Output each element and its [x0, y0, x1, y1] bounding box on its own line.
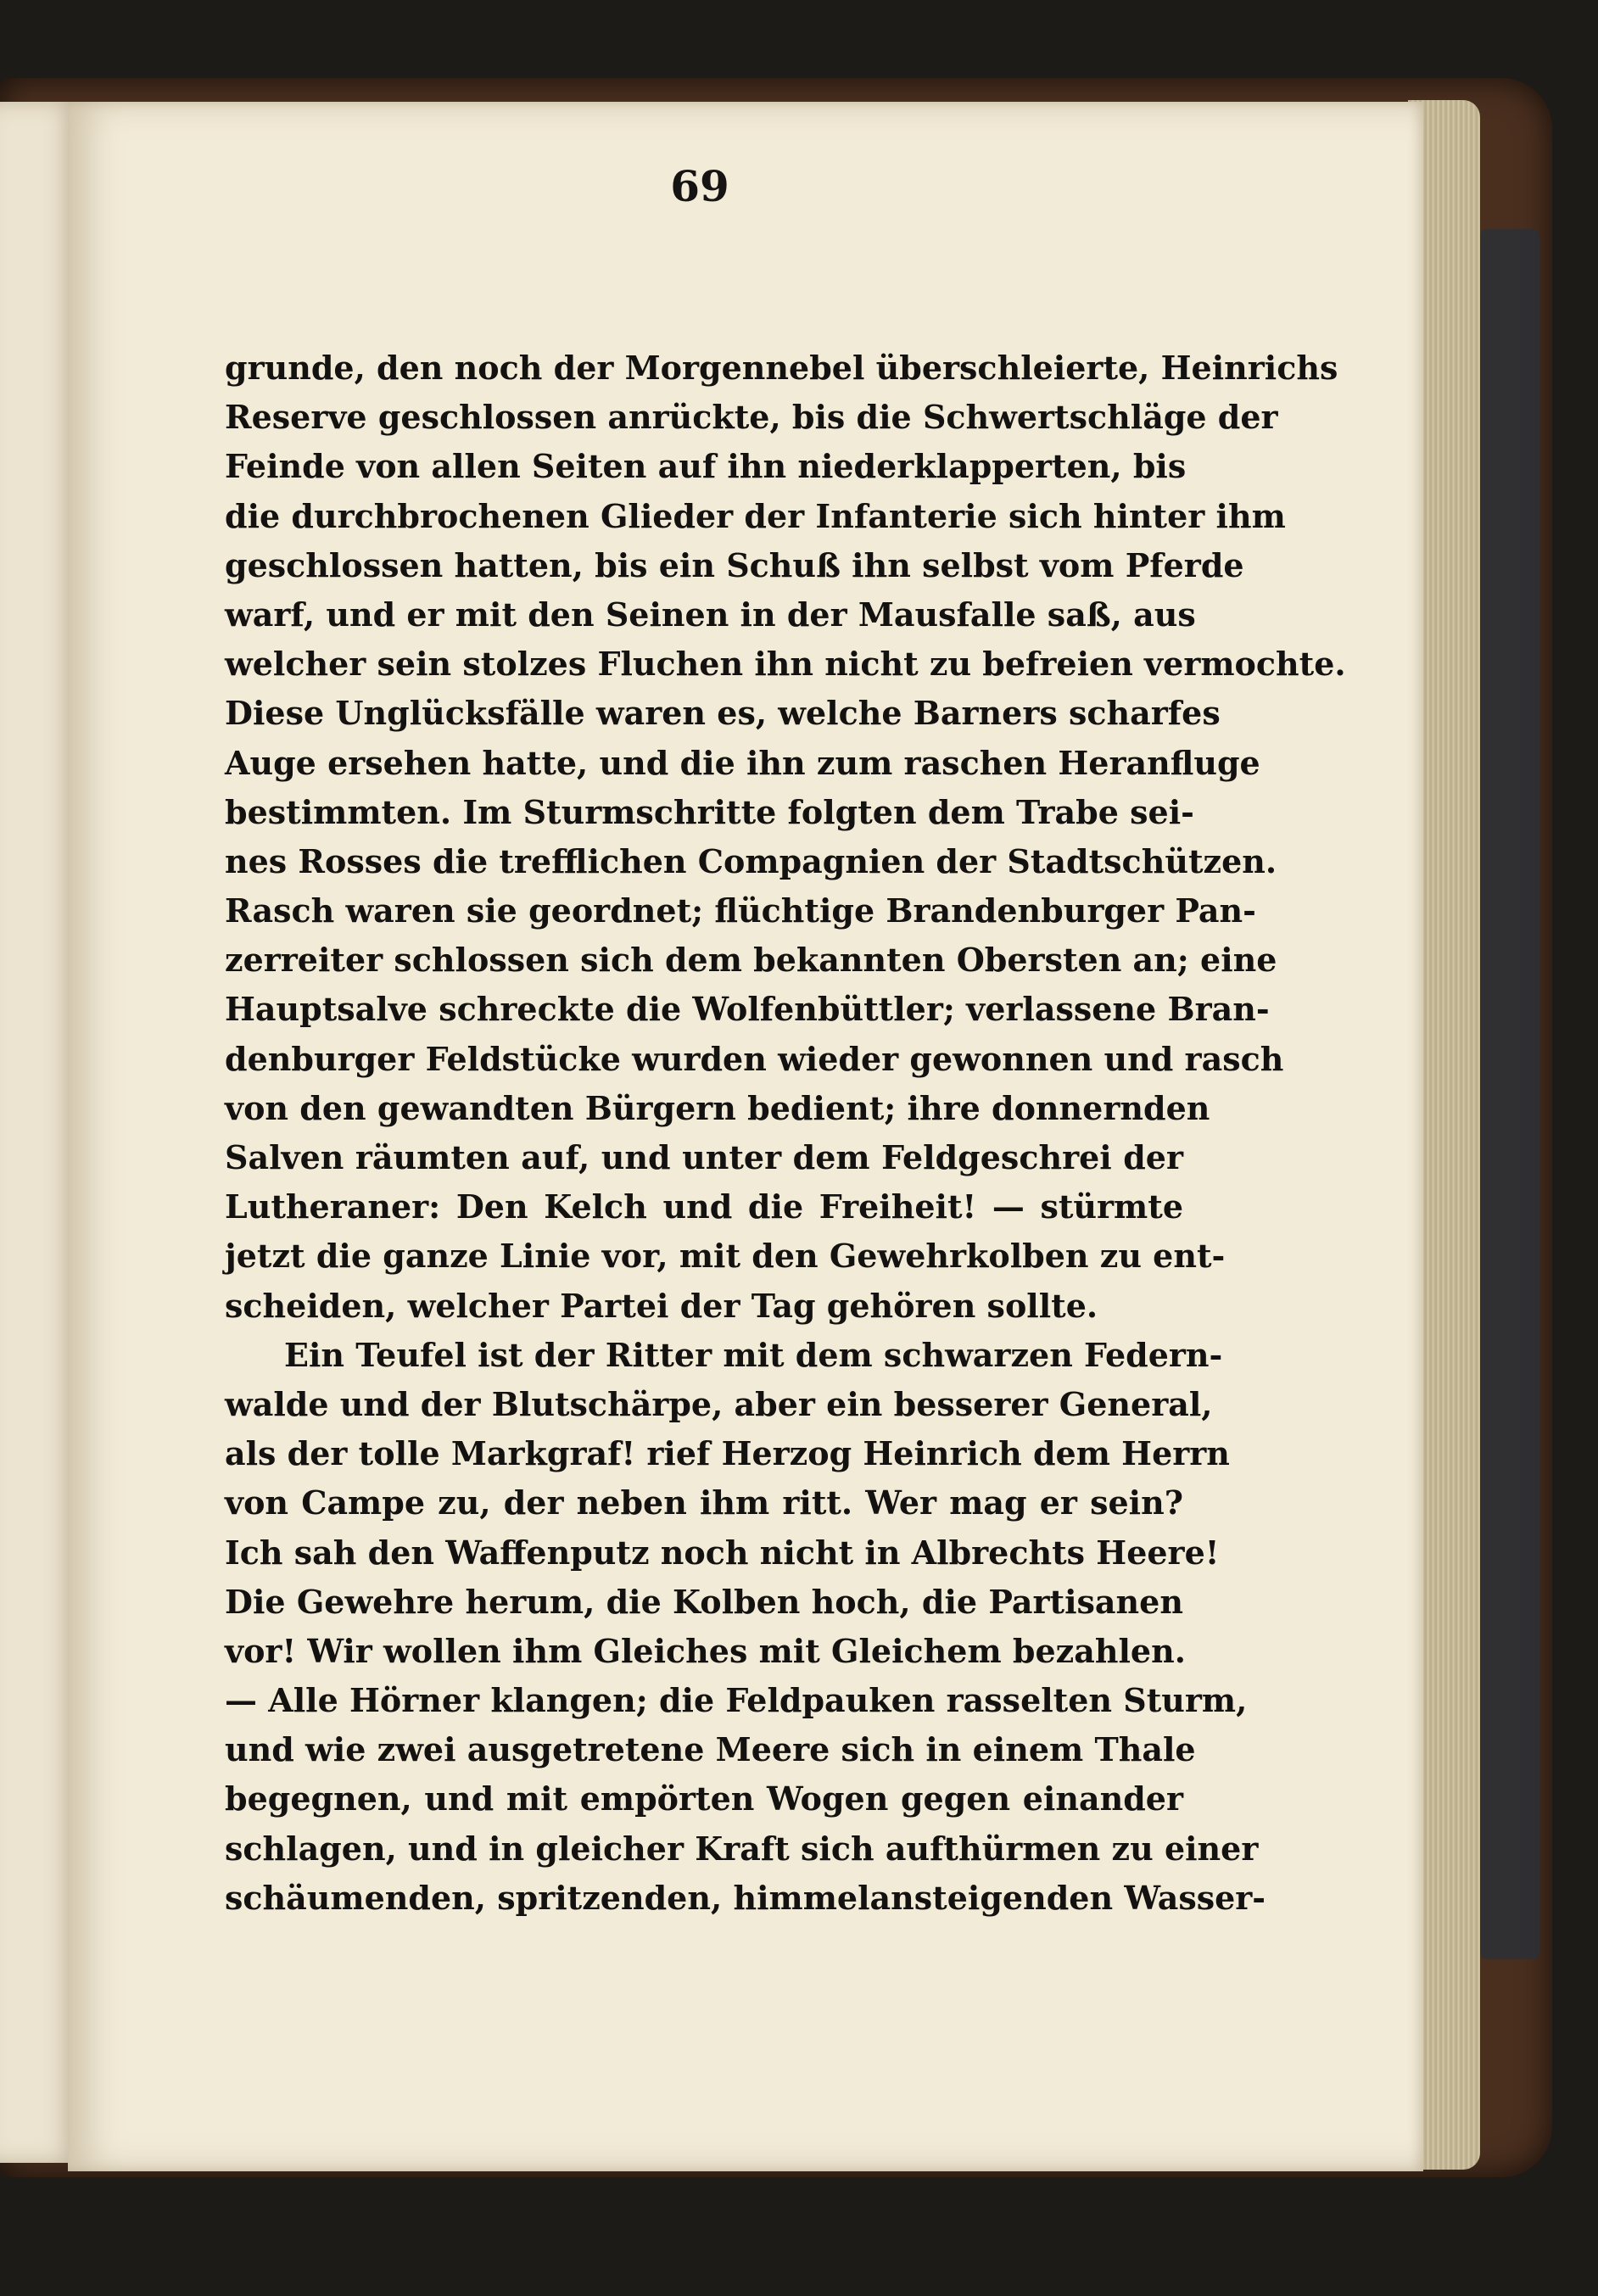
text-line: walde und der Blutschärpe, aber ein besserer General, — [225, 1384, 1213, 1423]
text-line: warf, und er mit den Seinen in der Mausfalle saß, aus — [225, 595, 1196, 634]
text-line: geschlossen hatten, bis ein Schuß ihn selbst vom Pferde — [225, 545, 1244, 584]
text-line: begegnen, und mit empörten Wogen gegen einander — [225, 1779, 1183, 1818]
text-line: Diese Unglücksfälle waren es, welche Barners scharfes — [225, 694, 1221, 733]
text-line: Reserve geschlossen anrückte, bis die Schwertschläge der — [225, 398, 1278, 437]
text-line: Ich sah den Waffenputz noch nicht in Albrechts Heere! — [225, 1533, 1220, 1572]
text-line: die durchbrochenen Glieder der Infanterie sich hinter ihm — [225, 496, 1286, 535]
text-line: und wie zwei ausgetretene Meere sich in einem Thale — [225, 1730, 1196, 1769]
text-line: schlagen, und in gleicher Kraft sich aufthürmen zu einer — [225, 1829, 1259, 1868]
text-line: grunde, den noch der Morgennebel überschleierte, Heinrichs — [225, 349, 1338, 387]
text-line: denburger Feldstücke wurden wieder gewonnen und rasch — [225, 1039, 1284, 1078]
text-line: schäumenden, spritzenden, himmelansteigenden Wasser- — [225, 1878, 1266, 1917]
text-line: Die Gewehre herum, die Kolben hoch, die Partisanen — [225, 1582, 1183, 1621]
text-line: nes Rosses die trefflichen Compagnien der Stadtschützen. — [225, 841, 1277, 880]
text-line: Hauptsalve schreckte die Wolfenbüttler; verlassene Bran- — [225, 990, 1270, 1029]
page-number: 69 — [670, 161, 729, 211]
text-line: scheiden, welcher Partei der Tag gehören sollte. — [225, 1286, 1098, 1325]
cover-label-strip — [1480, 229, 1539, 1959]
text-line: vor! Wir wollen ihm Gleiches mit Gleichem bezahlen. — [225, 1631, 1186, 1670]
text-line: bestimmten. Im Sturmschritte folgten dem Trabe sei- — [225, 792, 1194, 831]
text-line: von Campe zu, der neben ihm ritt. Wer mag er sein? — [225, 1483, 1183, 1522]
text-line: zerreiter schlossen sich dem bekannten Obersten an; eine — [225, 941, 1277, 980]
text-line: als der tolle Markgraf! rief Herzog Heinrich dem Herrn — [225, 1434, 1230, 1473]
text-line: Rasch waren sie geordnet; flüchtige Brandenburger Pan- — [225, 891, 1256, 930]
text-line: Auge ersehen hatte, und die ihn zum raschen Heranfluge — [225, 743, 1260, 782]
text-line: von den gewandten Bürgern bedient; ihre donnernden — [225, 1088, 1210, 1127]
text-line: jetzt die ganze Linie vor, mit den Gewehrkolben zu ent- — [225, 1237, 1226, 1276]
text-line: Feinde von allen Seiten auf ihn niederklapperten, bis — [225, 447, 1187, 486]
page-text — [225, 344, 1346, 1923]
text-line: — Alle Hörner klangen; die Feldpauken rasselten Sturm, — [225, 1681, 1248, 1720]
text-line: welcher sein stolzes Fluchen ihn nicht zu befreien vermochte. — [225, 645, 1346, 684]
text-line: Lutheraner: Den Kelch und die Freiheit! — stürmte — [225, 1187, 1183, 1226]
text-line: Salven räumten auf, und unter dem Feldgeschrei der — [225, 1138, 1183, 1176]
text-line: Ein Teufel ist der Ritter mit dem schwarzen Federn- — [284, 1335, 1223, 1374]
